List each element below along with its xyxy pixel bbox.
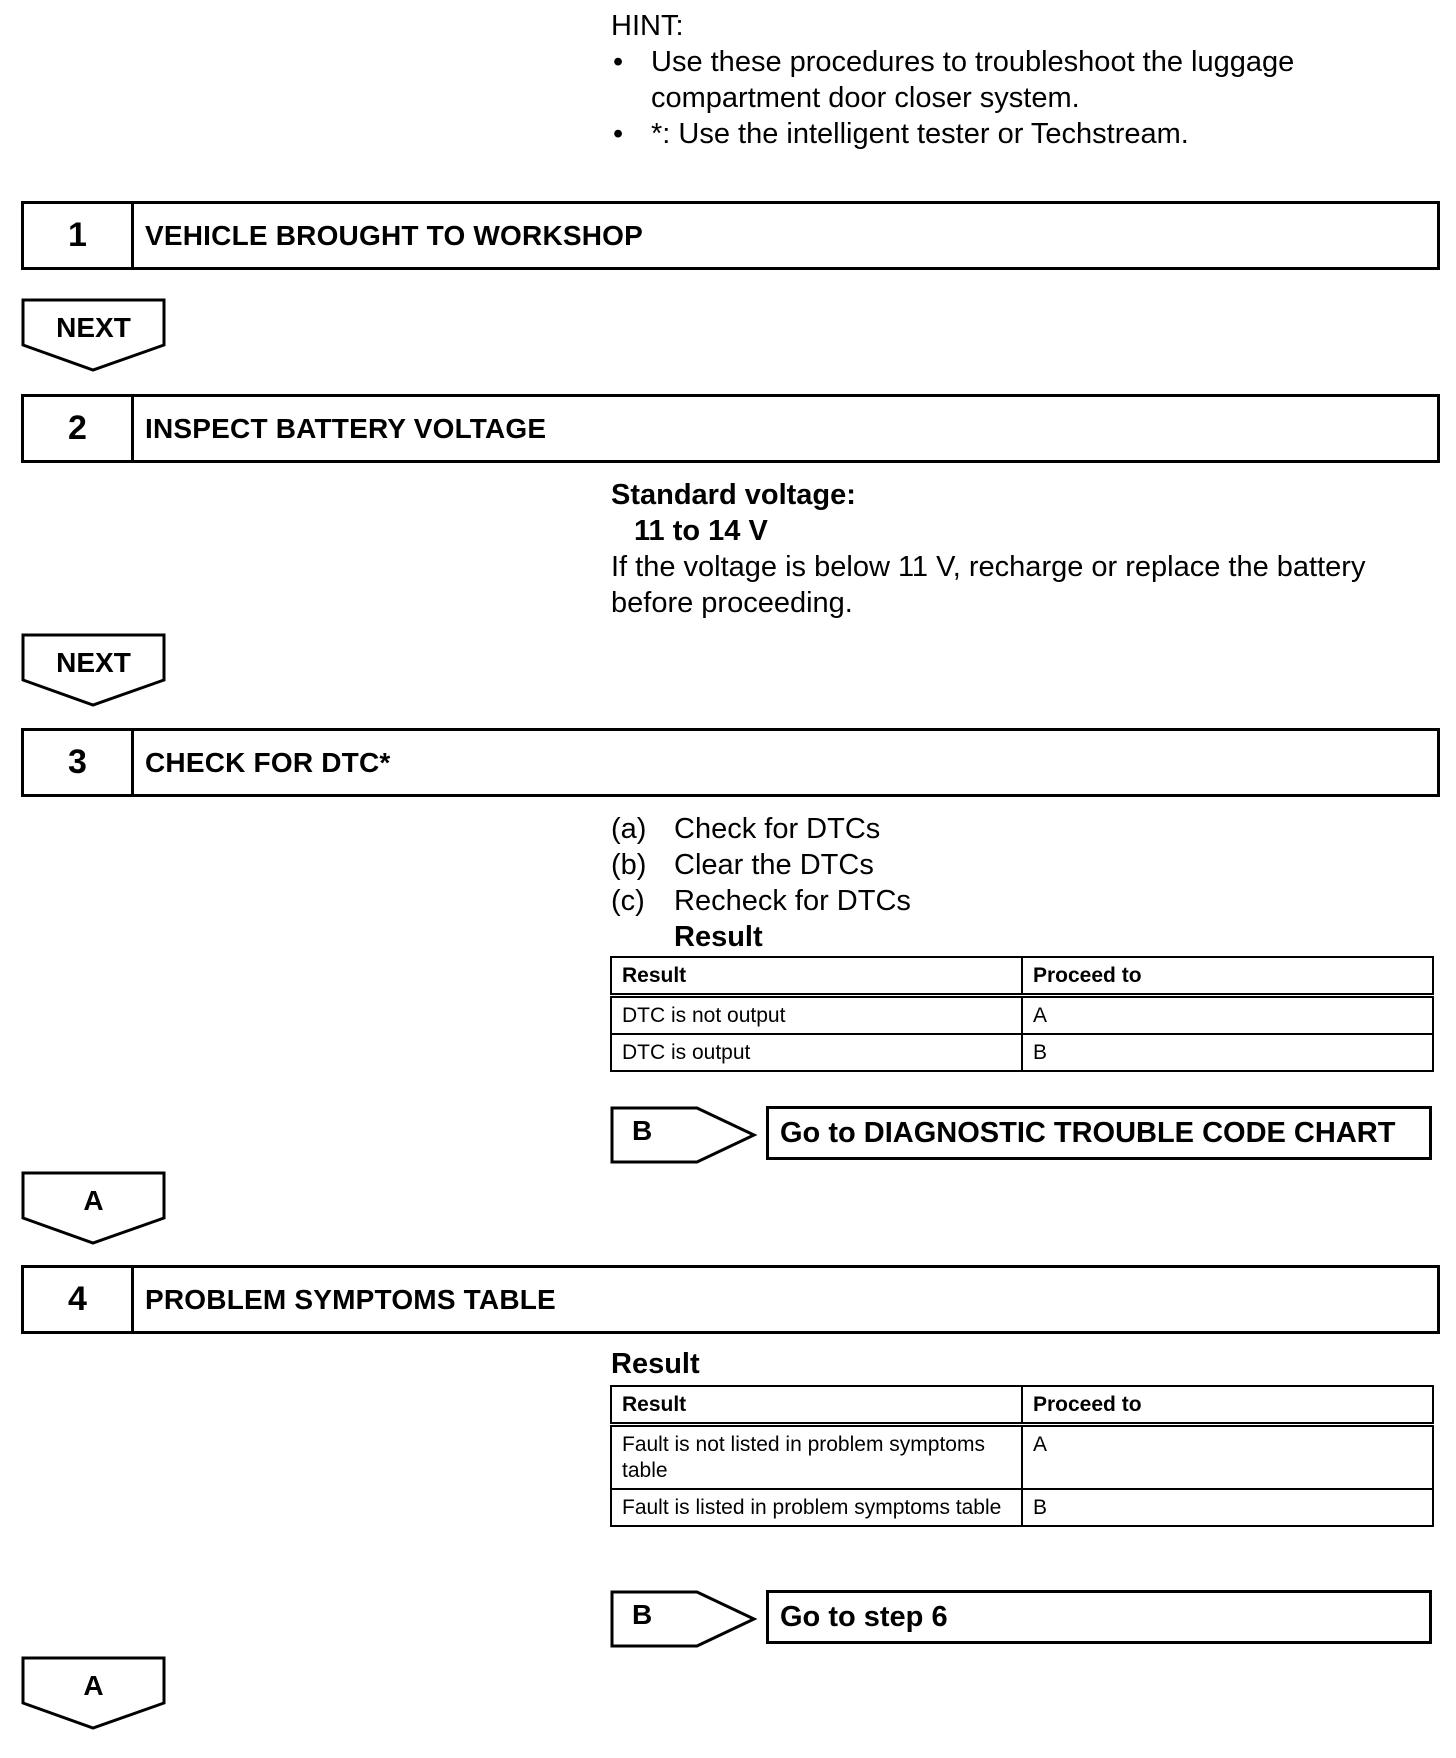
table-cell: B bbox=[1022, 1489, 1433, 1526]
hint-item: • Use these procedures to troubleshoot the luggage compartment door closer system. bbox=[613, 46, 1295, 114]
branch-b-step-4 bbox=[610, 1590, 1436, 1650]
column-header: Result bbox=[611, 957, 1022, 996]
hint-title: HINT: bbox=[611, 10, 684, 42]
result-heading: Result bbox=[611, 1348, 700, 1380]
table-row bbox=[611, 1489, 1433, 1526]
step-4-result-table bbox=[610, 1385, 1434, 1527]
step-number: 1 bbox=[24, 204, 134, 267]
list-item: (b) Clear the DTCs bbox=[611, 849, 874, 881]
hint-item: • *: Use the intelligent tester or Techstream. bbox=[613, 118, 1189, 150]
next-label: NEXT bbox=[56, 312, 131, 343]
a-arrow-step-3 bbox=[21, 1171, 166, 1247]
step-4-header bbox=[21, 1265, 1440, 1334]
step-3-result-table bbox=[610, 956, 1434, 1072]
table-cell: DTC is output bbox=[611, 1034, 1022, 1071]
step-number: 4 bbox=[24, 1268, 134, 1331]
hint-block bbox=[611, 8, 1411, 152]
table-cell: A bbox=[1022, 996, 1433, 1035]
step-number: 3 bbox=[24, 731, 134, 794]
table-cell: Fault is not listed in problem symptoms table bbox=[611, 1425, 1022, 1490]
goto-step-6-link[interactable]: Go to step 6 bbox=[766, 1590, 1432, 1644]
table-cell: DTC is not output bbox=[611, 996, 1022, 1035]
step-1-header bbox=[21, 201, 1440, 270]
table-cell: Fault is listed in problem symptoms table bbox=[611, 1489, 1022, 1526]
table-row bbox=[611, 996, 1433, 1035]
table-row bbox=[611, 1425, 1433, 1490]
list-item: (a) Check for DTCs bbox=[611, 813, 881, 845]
step-2-header bbox=[21, 394, 1440, 463]
standard-voltage-label: Standard voltage: bbox=[611, 479, 856, 511]
table-cell: B bbox=[1022, 1034, 1433, 1071]
column-header: Proceed to bbox=[1022, 1386, 1433, 1425]
step-title: CHECK FOR DTC* bbox=[145, 746, 391, 778]
step-3-header bbox=[21, 728, 1440, 797]
bullet-icon: • bbox=[613, 46, 624, 78]
step-3-list bbox=[611, 811, 1411, 955]
hint-list bbox=[611, 44, 1411, 152]
branch-label: B bbox=[632, 1115, 653, 1146]
table-header-row bbox=[611, 1386, 1433, 1425]
column-header: Result bbox=[611, 1386, 1022, 1425]
bullet-icon: • bbox=[613, 118, 624, 150]
step-number: 2 bbox=[24, 397, 134, 460]
branch-label: B bbox=[632, 1599, 653, 1630]
table-cell: A bbox=[1022, 1425, 1433, 1490]
goto-dtc-chart-link[interactable]: Go to DIAGNOSTIC TROUBLE CODE CHART bbox=[766, 1106, 1432, 1160]
a-arrow-step-4 bbox=[21, 1656, 166, 1732]
result-heading: Result bbox=[674, 921, 763, 953]
branch-label: A bbox=[83, 1185, 104, 1216]
table-row bbox=[611, 1034, 1433, 1071]
table-header-row bbox=[611, 957, 1433, 996]
standard-voltage-value: 11 to 14 V bbox=[634, 515, 768, 547]
list-item: (c) Recheck for DTCs bbox=[611, 885, 911, 917]
voltage-note: If the voltage is below 11 V, recharge or replace the battery before proceeding. bbox=[611, 551, 1366, 619]
branch-label: A bbox=[83, 1670, 104, 1701]
next-arrow-1 bbox=[21, 298, 166, 374]
next-arrow-2 bbox=[21, 633, 166, 709]
step-title: VEHICLE BROUGHT TO WORKSHOP bbox=[145, 219, 644, 251]
next-label: NEXT bbox=[56, 647, 131, 678]
step-title: INSPECT BATTERY VOLTAGE bbox=[145, 412, 547, 444]
step-title: PROBLEM SYMPTOMS TABLE bbox=[145, 1283, 556, 1315]
branch-b-step-3 bbox=[610, 1106, 1436, 1166]
column-header: Proceed to bbox=[1022, 957, 1433, 996]
